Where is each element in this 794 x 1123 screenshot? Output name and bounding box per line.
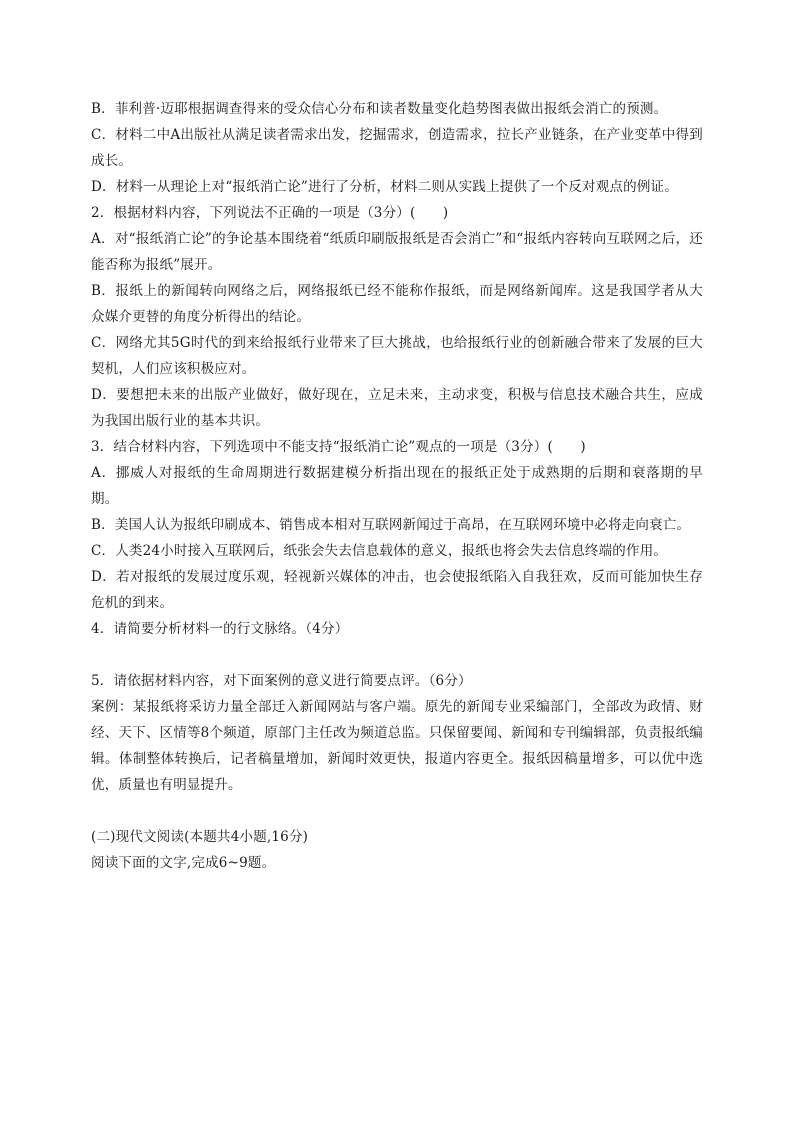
question-2-option-d: D．要想把未来的出版产业做好，做好现在，立足未来，主动求变，积极与信息技术融合共生，应成为我国出版行业的基本共识。	[91, 387, 703, 429]
question-3-option-d: D．若对报纸的发展过度乐观，轻视新兴媒体的冲击，也会使报纸陷入自我狂欢，反而可能加快生存危机的到来。	[91, 569, 703, 611]
question-3-option-b: B．美国人认为报纸印刷成本、销售成本相对互联网新闻过于高昂，在互联网环境中必将走向衰亡。	[91, 517, 691, 533]
section-2-heading: (二)现代文阅读(本题共4小题,16分)	[91, 829, 309, 845]
blank-space	[91, 642, 703, 668]
question-3-option-a: A．挪威人对报纸的生命周期进行数据建模分析指出现在的报纸正处于成熟期的后期和衰落期的早期。	[91, 465, 703, 507]
question-2-option-b: B．报纸上的新闻转向网络之后，网络报纸已经不能称作报纸，而是网络新闻库。这是我国学者从大众媒介更替的角度分析得出的结论。	[91, 283, 703, 325]
question-1-option-c: C．材料二中A出版社从满足读者需求出发，挖掘需求，创造需求，拉长产业链条，在产业变革中得到成长。	[91, 127, 703, 169]
document-body	[91, 96, 703, 876]
blank-space	[91, 798, 703, 824]
question-1-option-b: B．菲利普·迈耶根据调查得来的受众信心分布和读者数量变化趋势图表做出报纸会消亡的预测。	[91, 101, 668, 117]
question-2-option-c: C．网络尤其5G时代的到来给报纸行业带来了巨大挑战，也给报纸行业的创新融合带来了发展的巨大契机，人们应该积极应对。	[91, 335, 703, 377]
question-5-stem: 5．请依据材料内容，对下面案例的意义进行简要点评。（6分）	[91, 673, 472, 689]
question-2-option-a: A．对“报纸消亡论”的争论基本围绕着“纸质印刷版报纸是否会消亡”和“报纸内容转向互联网之后，还能否称为报纸”展开。	[91, 231, 703, 273]
question-2-stem: 2．根据材料内容，下列说法不正确的一项是（3分）( )	[91, 205, 449, 221]
section-2-instruction: 阅读下面的文字,完成6~9题。	[91, 855, 276, 871]
question-3-stem: 3．结合材料内容，下列选项中不能支持“报纸消亡论”观点的一项是（3分）( )	[91, 439, 586, 455]
question-5-case: 案例：某报纸将采访力量全部迁入新闻网站与客户端。原先的新闻专业采编部门，全部改为政情、财经、天下、区情等8个频道，原部门主任改为频道总监。只保留要闻、新闻和专刊编辑部，负责报纸编辑。体制整体转换后，记者稿量增加，新闻时效更快，报道内容更全。报纸因稿量增多，可以优中选优，质量也有明显提升。	[91, 699, 703, 793]
question-1-option-d: D．材料一从理论上对“报纸消亡论”进行了分析，材料二则从实践上提供了一个反对观点的例证。	[91, 179, 678, 195]
question-4-stem: 4．请简要分析材料一的行文脉络。（4分）	[91, 621, 349, 637]
question-3-option-c: C．人类24小时接入互联网后，纸张会失去信息载体的意义，报纸也将会失去信息终端的作用。	[91, 543, 668, 559]
